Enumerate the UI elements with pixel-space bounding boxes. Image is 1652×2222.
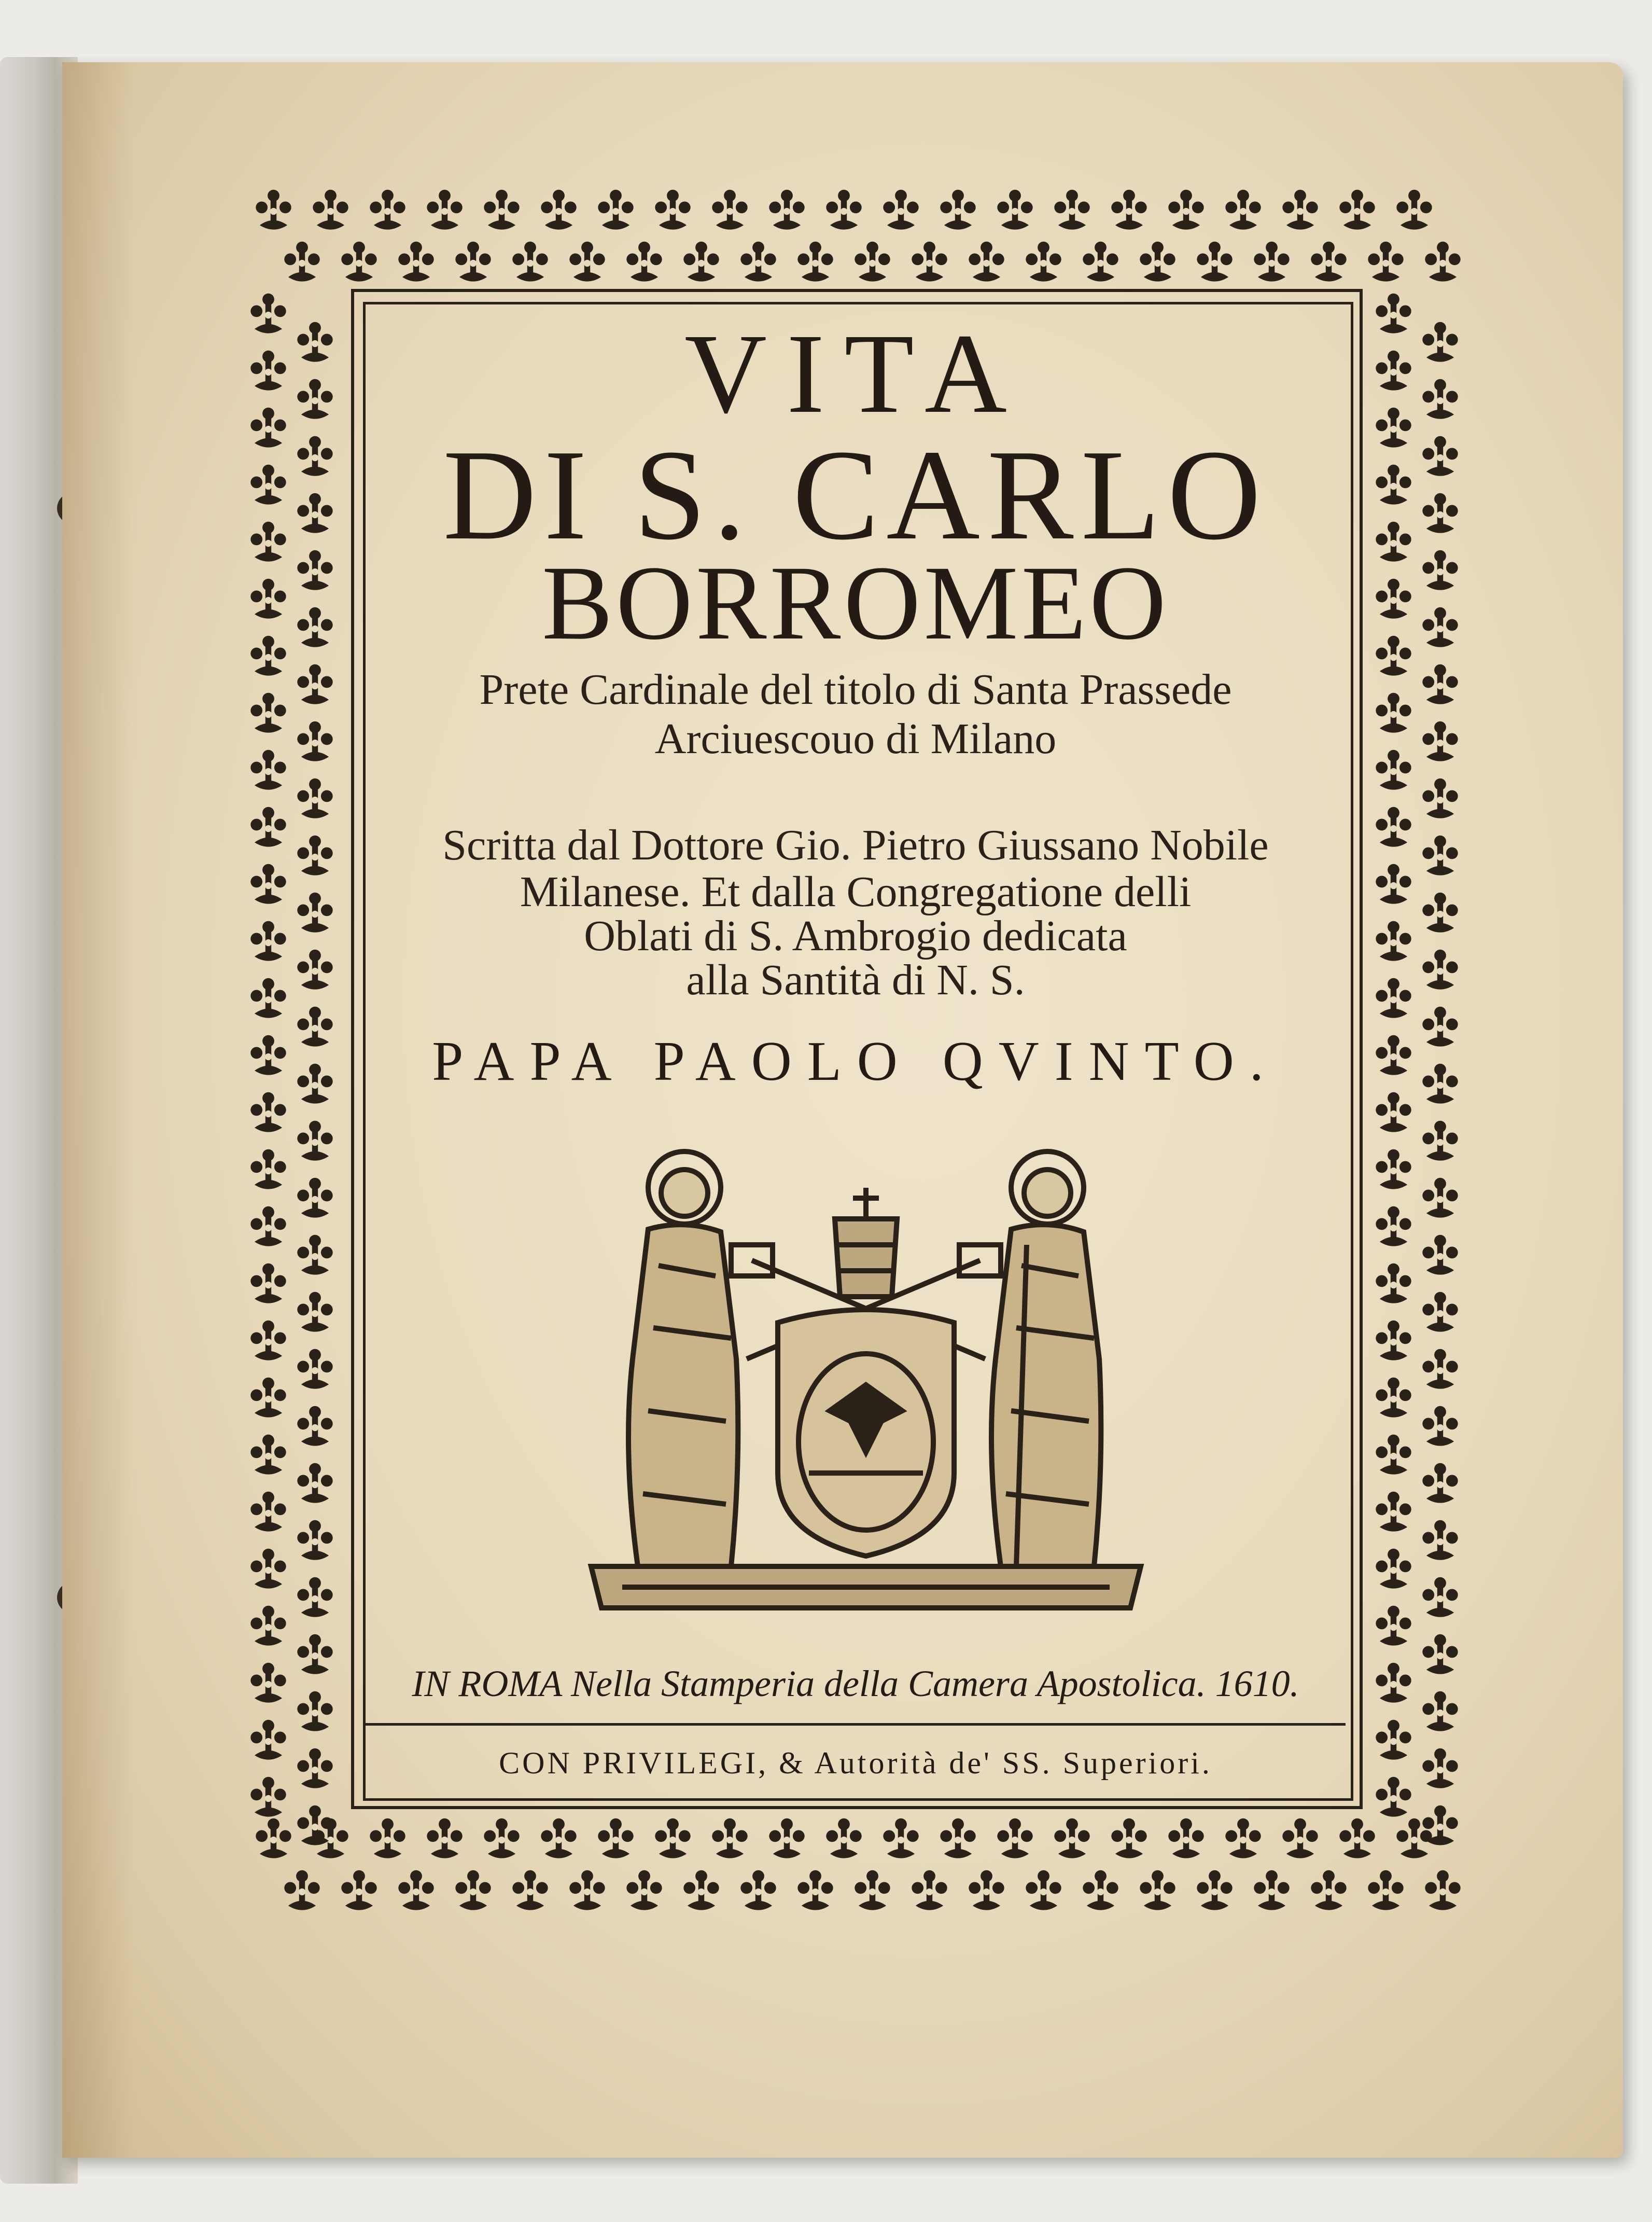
fleuron-ornament	[1111, 190, 1146, 230]
fleuron-ornament	[250, 1663, 286, 1703]
fleuron-ornament	[1111, 1818, 1146, 1858]
fleuron-ornament	[484, 190, 519, 230]
fleuron-ornament	[1422, 1634, 1458, 1674]
dedicatee: PAPA PAOLO QVINTO.	[432, 1031, 1279, 1092]
fleuron-ornament	[883, 1818, 918, 1858]
fleuron-ornament	[284, 242, 319, 282]
fleuron-ornament	[512, 242, 548, 282]
fleuron-ornament	[1376, 1777, 1411, 1817]
fleuron-ornament	[250, 1378, 286, 1418]
fleuron-ornament	[1422, 1748, 1458, 1788]
fleuron-ornament	[1422, 721, 1458, 761]
fleuron-ornament	[541, 1818, 576, 1858]
fleuron-ornament	[1376, 294, 1411, 334]
fleuron-ornament	[297, 1691, 332, 1731]
fleuron-ornament	[1083, 242, 1118, 282]
fleuron-ornament	[598, 190, 633, 230]
fleuron-ornament	[1376, 522, 1411, 562]
fleuron-ornament	[297, 1520, 332, 1560]
fleuron-ornament	[855, 1870, 890, 1910]
fleuron-ornament	[250, 579, 286, 619]
fleuron-ornament	[1376, 1378, 1411, 1418]
fleuron-ornament	[1422, 1121, 1458, 1161]
fleuron-ornament	[427, 1818, 462, 1858]
fleuron-ornament	[1376, 465, 1411, 505]
fleuron-ornament	[1422, 1349, 1458, 1389]
fleuron-ornament	[1054, 190, 1089, 230]
fleuron-ornament	[250, 807, 286, 847]
fleuron-ornament	[250, 1777, 286, 1817]
fleuron-ornament	[398, 242, 433, 282]
fleuron-ornament	[1282, 1818, 1318, 1858]
fleuron-ornament	[250, 351, 286, 391]
fleuron-ornament	[912, 1870, 947, 1910]
fleuron-ornament	[250, 1435, 286, 1475]
fleuron-ornament	[1422, 950, 1458, 990]
fleuron-ornament	[370, 190, 405, 230]
fleuron-ornament	[655, 190, 690, 230]
fleuron-ornament	[250, 1149, 286, 1189]
fleuron-ornament	[1376, 1263, 1411, 1303]
fleuron-ornament	[1368, 242, 1403, 282]
fleuron-ornament	[297, 721, 332, 761]
fleuron-ornament	[1422, 1520, 1458, 1560]
fleuron-ornament	[250, 693, 286, 733]
fleuron-ornament	[1422, 836, 1458, 876]
fleuron-ornament	[297, 493, 332, 533]
fleuron-ornament	[250, 1035, 286, 1075]
fleuron-ornament	[1422, 1064, 1458, 1104]
fleuron-ornament	[1376, 1606, 1411, 1646]
fleuron-ornament	[1422, 1292, 1458, 1332]
fleuron-ornament	[1425, 1870, 1460, 1910]
fleuron-ornament	[740, 1870, 776, 1910]
fleuron-ornament	[1376, 807, 1411, 847]
fleuron-ornament	[1396, 190, 1432, 230]
fleuron-ornament	[969, 1870, 1004, 1910]
fleuron-ornament	[1140, 1870, 1175, 1910]
fleuron-ornament	[250, 465, 286, 505]
fleuron-ornament	[712, 190, 747, 230]
fleuron-ornament	[250, 978, 286, 1018]
fleuron-ornament	[740, 242, 776, 282]
fleuron-ornament	[940, 1818, 975, 1858]
fleuron-ornament	[297, 1463, 332, 1503]
fleuron-ornament	[250, 1549, 286, 1589]
papal-arms-woodcut	[560, 1141, 1172, 1618]
fleuron-ornament	[1197, 1870, 1232, 1910]
fleuron-ornament	[1376, 1663, 1411, 1703]
fleuron-ornament	[541, 190, 576, 230]
fleuron-ornament	[1422, 322, 1458, 362]
fleuron-ornament	[297, 1577, 332, 1617]
fleuron-ornament	[250, 1263, 286, 1303]
fleuron-ornament	[297, 664, 332, 704]
fleuron-ornament	[997, 1818, 1032, 1858]
fleuron-ornament	[598, 1818, 633, 1858]
author-line-1: Scritta dal Dottore Gio. Pietro Giussano Nobile	[442, 821, 1269, 869]
fleuron-ornament	[297, 1007, 332, 1047]
fleuron-ornament	[1376, 693, 1411, 733]
fleuron-ornament	[1422, 1178, 1458, 1218]
fleuron-ornament	[297, 779, 332, 818]
title-line-vita: VITA	[684, 310, 1027, 437]
fleuron-ornament	[626, 242, 662, 282]
author-line-4: alla Santità di N. S.	[686, 956, 1025, 1004]
fleuron-ornament	[569, 1870, 605, 1910]
fleuron-ornament	[655, 1818, 690, 1858]
fleuron-ornament	[1376, 408, 1411, 448]
fleuron-ornament	[313, 190, 348, 230]
fleuron-ornament	[250, 921, 286, 961]
fleuron-ornament	[256, 1818, 291, 1858]
fleuron-ornament	[1197, 242, 1232, 282]
fleuron-ornament	[250, 1606, 286, 1646]
fleuron-ornament	[341, 1870, 376, 1910]
fleuron-ornament	[1225, 190, 1261, 230]
fleuron-ornament	[1422, 1406, 1458, 1446]
fleuron-ornament	[250, 1492, 286, 1532]
fleuron-ornament	[297, 1748, 332, 1788]
fleuron-ornament	[1422, 1577, 1458, 1617]
fleuron-ornament	[1422, 1691, 1458, 1731]
fleuron-ornament	[1425, 242, 1460, 282]
fleuron-ornament	[250, 294, 286, 334]
fleuron-ornament	[1376, 351, 1411, 391]
fleuron-ornament	[940, 190, 975, 230]
subtitle-line-2: Arciuescouo di Milano	[654, 715, 1057, 763]
fleuron-ornament	[297, 1634, 332, 1674]
fleuron-ornament	[1376, 1206, 1411, 1246]
fleuron-ornament	[297, 950, 332, 990]
fleuron-ornament	[797, 1870, 833, 1910]
fleuron-ornament	[250, 408, 286, 448]
fleuron-ornament	[1422, 493, 1458, 533]
fleuron-ornament	[1422, 379, 1458, 419]
fleuron-ornament	[969, 242, 1004, 282]
fleuron-ornament	[297, 1406, 332, 1446]
fleuron-ornament	[1254, 242, 1289, 282]
fleuron-ornament	[297, 436, 332, 476]
fleuron-ornament	[1311, 242, 1346, 282]
fleuron-ornament	[1422, 436, 1458, 476]
fleuron-ornament	[1376, 1035, 1411, 1075]
fleuron-ornament	[1282, 190, 1318, 230]
subtitle-line-1: Prete Cardinale del titolo di Santa Prassede	[479, 665, 1232, 714]
fleuron-ornament	[1083, 1870, 1118, 1910]
fleuron-ornament	[1376, 864, 1411, 904]
fleuron-ornament	[683, 1870, 719, 1910]
fleuron-ornament	[1422, 1235, 1458, 1275]
fleuron-ornament	[1140, 242, 1175, 282]
fleuron-ornament	[1168, 190, 1203, 230]
fleuron-ornament	[1376, 1092, 1411, 1132]
fleuron-ornament	[683, 242, 719, 282]
fleuron-ornament	[1422, 1463, 1458, 1503]
fleuron-ornament	[1368, 1870, 1403, 1910]
fleuron-ornament	[297, 607, 332, 647]
fleuron-ornament	[250, 1321, 286, 1360]
fleuron-ornament	[1376, 1321, 1411, 1360]
fleuron-ornament	[297, 550, 332, 590]
fleuron-ornament	[712, 1818, 747, 1858]
fleuron-ornament	[256, 190, 291, 230]
fleuron-ornament	[797, 242, 833, 282]
fleuron-ornament	[297, 1178, 332, 1218]
fleuron-ornament	[370, 1818, 405, 1858]
fleuron-ornament	[250, 1206, 286, 1246]
fleuron-ornament	[1376, 579, 1411, 619]
fleuron-ornament	[1422, 779, 1458, 818]
fleuron-ornament	[826, 190, 861, 230]
fleuron-ornament	[1376, 636, 1411, 676]
fleuron-ornament	[1422, 550, 1458, 590]
title-line-borromeo: BORROMEO	[542, 544, 1169, 662]
imprint-line: IN ROMA Nella Stamperia della Camera Apostolica. 1610.	[412, 1663, 1299, 1704]
fleuron-ornament	[883, 190, 918, 230]
fleuron-ornament	[1168, 1818, 1203, 1858]
fleuron-ornament	[250, 1092, 286, 1132]
fleuron-ornament	[1376, 1435, 1411, 1475]
fleuron-ornament	[455, 1870, 491, 1910]
fleuron-ornament	[912, 242, 947, 282]
fleuron-ornament	[826, 1818, 861, 1858]
fleuron-ornament	[250, 864, 286, 904]
fleuron-ornament	[1225, 1818, 1261, 1858]
fleuron-ornament	[455, 242, 491, 282]
fleuron-ornament	[297, 1235, 332, 1275]
fleuron-ornament	[1376, 750, 1411, 790]
fleuron-ornament	[1054, 1818, 1089, 1858]
fleuron-ornament	[569, 242, 605, 282]
fleuron-ornament	[769, 1818, 804, 1858]
fleuron-ornament	[427, 190, 462, 230]
fleuron-ornament	[297, 1292, 332, 1332]
fleuron-ornament	[997, 190, 1032, 230]
title-line-carlo: DI S. CARLO	[443, 423, 1268, 567]
author-line-3: Oblati di S. Ambrogio dedicata	[584, 912, 1127, 960]
fleuron-ornament	[284, 1870, 319, 1910]
fleuron-ornament	[512, 1870, 548, 1910]
fleuron-ornament	[297, 322, 332, 362]
privilege-line: CON PRIVILEGI, & Autorità de' SS. Superiori.	[499, 1746, 1212, 1780]
fleuron-ornament	[1254, 1870, 1289, 1910]
fleuron-ornament	[855, 242, 890, 282]
fleuron-ornament	[1422, 893, 1458, 933]
fleuron-ornament	[250, 750, 286, 790]
fleuron-ornament	[297, 836, 332, 876]
fleuron-ornament	[1376, 921, 1411, 961]
fleuron-ornament	[297, 1349, 332, 1389]
fleuron-ornament	[297, 1064, 332, 1104]
author-line-2: Milanese. Et dalla Congregatione delli	[520, 868, 1192, 916]
fleuron-ornament	[1376, 1549, 1411, 1589]
fleuron-ornament	[1422, 607, 1458, 647]
fleuron-ornament	[1376, 1149, 1411, 1189]
fleuron-ornament	[297, 1121, 332, 1161]
fleuron-ornament	[1311, 1870, 1346, 1910]
fleuron-ornament	[1376, 978, 1411, 1018]
fleuron-ornament	[626, 1870, 662, 1910]
fleuron-ornament	[1026, 242, 1061, 282]
fleuron-ornament	[1026, 1870, 1061, 1910]
fleuron-ornament	[484, 1818, 519, 1858]
fleuron-ornament	[297, 893, 332, 933]
fleuron-ornament	[769, 190, 804, 230]
fleuron-ornament	[398, 1870, 433, 1910]
fleuron-ornament	[250, 522, 286, 562]
fleuron-ornament	[1422, 1007, 1458, 1047]
fleuron-ornament	[250, 1720, 286, 1760]
fleuron-ornament	[341, 242, 376, 282]
fleuron-ornament	[1422, 664, 1458, 704]
fleuron-ornament	[297, 379, 332, 419]
imprint-rule	[366, 1723, 1346, 1726]
fleuron-ornament	[250, 636, 286, 676]
fleuron-ornament	[1376, 1492, 1411, 1532]
fleuron-ornament	[1339, 190, 1375, 230]
fleuron-ornament	[1339, 1818, 1375, 1858]
fleuron-ornament	[1376, 1720, 1411, 1760]
